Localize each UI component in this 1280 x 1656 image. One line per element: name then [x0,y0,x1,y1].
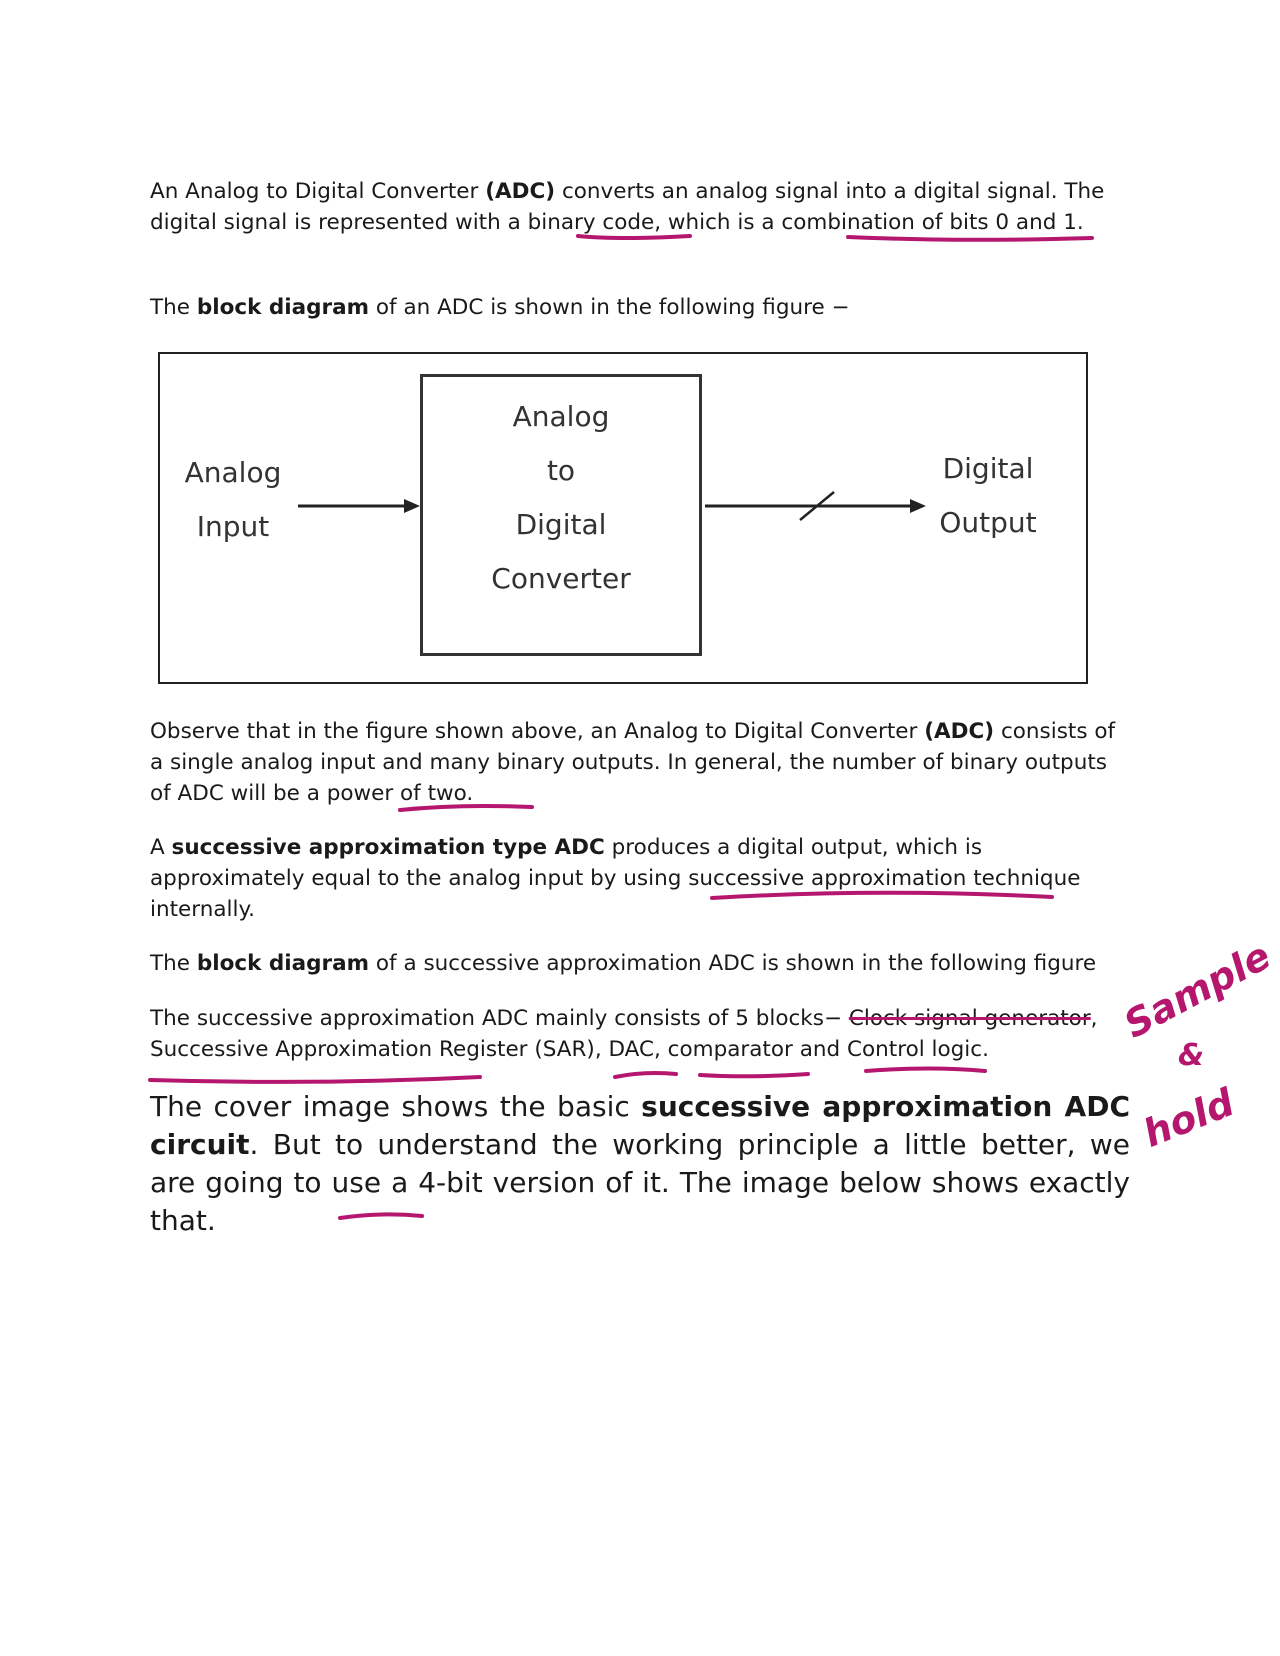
converter-label: Analog to Digital Converter [491,400,631,595]
input-arrow-head [404,499,420,513]
underline-control-logic [866,1069,985,1072]
output-arrow-head [910,499,926,513]
underline-dac [615,1073,676,1077]
cover-image-paragraph: The cover image shows the basic successive approximation ADC circuit. But to understand the working principle a little better, we are going to use a 4-bit version of it. The image below shows exactly that. [150,1090,1131,1237]
underline-sar [150,1077,480,1082]
sar-block-diagram-caption: The block diagram of a successive approximation ADC is shown in the following figure [150,951,1097,976]
adc-block-diagram [158,352,1088,684]
handwritten-note-line-3: hold [1137,1080,1241,1156]
handwritten-note-line-2: & [1178,1038,1205,1073]
underline-comparator [700,1074,808,1076]
blocks-paragraph: The successive approximation ADC mainly consists of 5 blocks− Clock signal generator, Successive Approximation Register (SAR), DAC, comparator and Control logic. [150,1006,1098,1062]
handwritten-note-line-1: Sample [1116,933,1278,1047]
analog-input-label: Analog Input [184,456,282,543]
observation-paragraph: Observe that in the figure shown above, an Analog to Digital Converter (ADC) consists of a single analog input and many binary outputs. In general, the number of binary outputs of ADC will be a power of two. [150,719,1116,806]
struck-text: Clock signal generator [848,1006,1091,1031]
diagram-arrows [160,354,1090,686]
intro-paragraph: An Analog to Digital Converter (ADC) converts an analog signal into a digital signal. The digital signal is represented with a binary code, which is a combination of bits 0 and 1. [150,179,1105,235]
block-diagram-caption: The block diagram of an ADC is shown in the following figure − [150,295,850,320]
sar-adc-paragraph: A successive approximation type ADC produces a digital output, which is approximately equal to the analog input by using successive approximation technique internally. [150,835,1081,922]
digital-output-label: Digital Output [939,452,1037,539]
